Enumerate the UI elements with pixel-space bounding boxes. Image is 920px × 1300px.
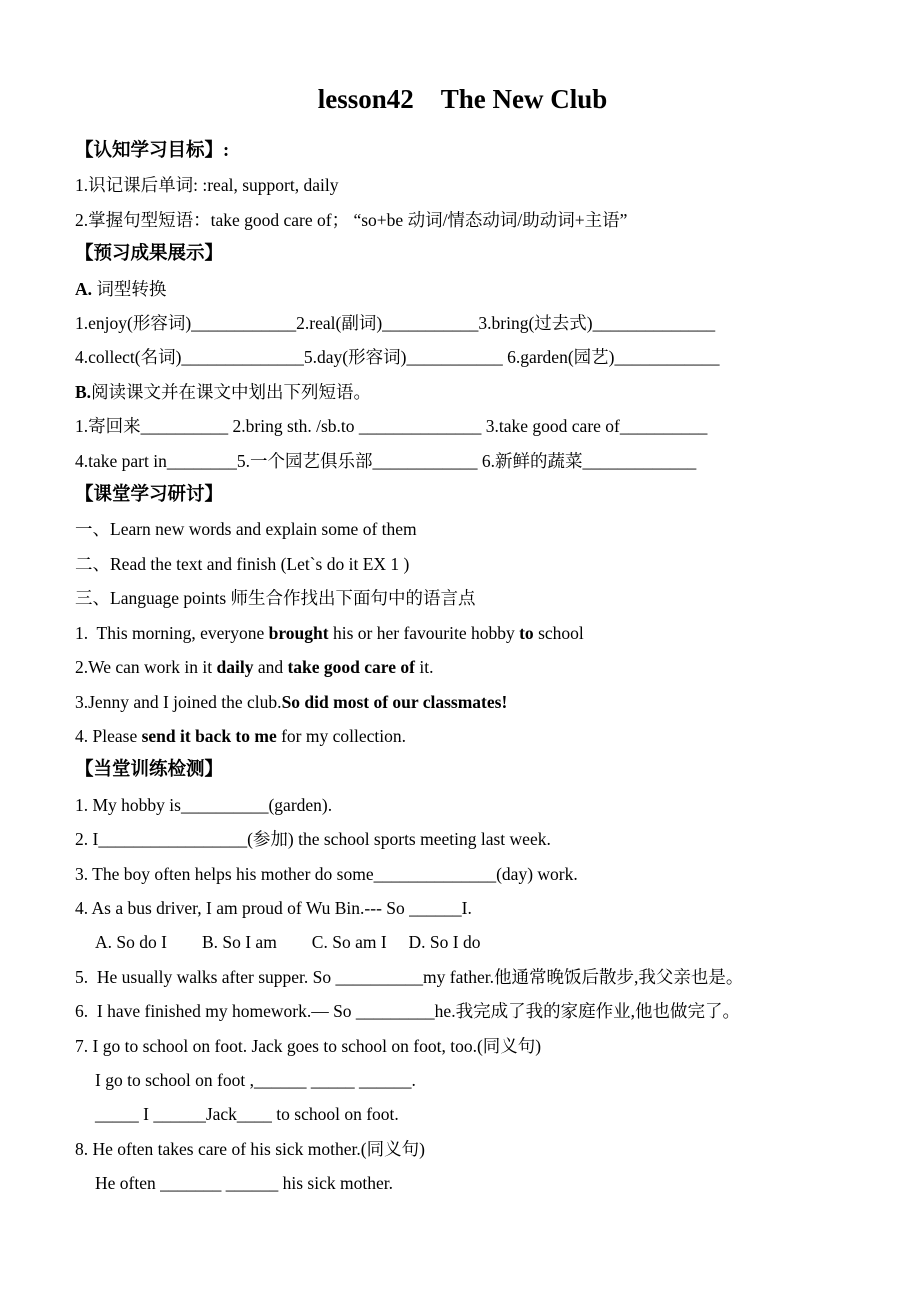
section-heading-preview bbox=[75, 237, 850, 271]
goal-item-1 bbox=[75, 168, 850, 202]
text-segment: _____ I ______Jack____ to school on foot. bbox=[95, 1104, 399, 1125]
text-segment: 6. I have finished my homework.— So _________he.我完成了我的家庭作业,他也做完了。 bbox=[75, 1001, 740, 1022]
text-segment: 1.识记课后单词: :real, support, daily bbox=[75, 175, 339, 196]
emphasized-text: 【认知学习目标】: bbox=[75, 141, 230, 161]
text-segment: and bbox=[253, 657, 288, 678]
emphasized-text: to bbox=[519, 622, 534, 643]
text-segment: 3. The boy often helps his mother do some______________(day) work. bbox=[75, 863, 578, 884]
text-segment: it. bbox=[414, 657, 434, 678]
text-segment: 2.掌握句型短语：take good care of； “so+be 动词/情态动词/助动词+主语” bbox=[75, 209, 628, 230]
section-heading-class-study bbox=[75, 478, 850, 512]
text-segment: 4. As a bus driver, I am proud of Wu Bin.--- So ______I. bbox=[75, 897, 472, 918]
exercise-4-options bbox=[75, 925, 850, 959]
class-step-3 bbox=[75, 581, 850, 615]
text-segment: 5. He usually walks after supper. So __________my father.他通常晚饭后散步,我父亲也是。 bbox=[75, 966, 744, 987]
text-segment: 7. I go to school on foot. Jack goes to school on foot, too.(同义句) bbox=[75, 1035, 542, 1056]
text-segment: 三、Language points 师生合作找出下面句中的语言点 bbox=[75, 588, 476, 609]
text-segment: A. So do I B. So I am C. So am I D. So I do bbox=[95, 932, 481, 953]
text-segment: He often _______ ______ his sick mother. bbox=[95, 1173, 393, 1194]
class-step-2 bbox=[75, 547, 850, 581]
section-heading-practice bbox=[75, 753, 850, 787]
exercise-8 bbox=[75, 1132, 850, 1166]
emphasized-text: send it back to me bbox=[141, 725, 277, 746]
emphasized-text: So did most of our classmates! bbox=[281, 691, 508, 712]
language-point-3 bbox=[75, 685, 850, 719]
exercise-5 bbox=[75, 960, 850, 994]
text-segment: 3.Jenny and I joined the club. bbox=[75, 691, 282, 712]
text-segment: I go to school on foot ,______ _____ ______. bbox=[95, 1069, 416, 1090]
exercise-1 bbox=[75, 788, 850, 822]
language-point-2 bbox=[75, 650, 850, 684]
text-segment: 2.We can work in it bbox=[75, 657, 217, 678]
goal-item-2 bbox=[75, 203, 850, 237]
text-segment: school bbox=[533, 622, 584, 643]
text-segment: 4.collect(名词)______________5.day(形容词)___________ 6.garden(园艺)____________ bbox=[75, 347, 720, 368]
emphasized-text: take good care of bbox=[287, 657, 415, 678]
text-segment: for my collection. bbox=[276, 725, 407, 746]
emphasized-text: 【课堂学习研讨】 bbox=[75, 485, 224, 506]
text-segment: 2. I_________________(参加) the school sports meeting last week. bbox=[75, 829, 551, 850]
text-segment: 4. Please bbox=[75, 725, 142, 746]
phrase-row-1 bbox=[75, 409, 850, 443]
text-segment: 二、Read the text and finish (Let`s do it EX 1 ) bbox=[75, 553, 410, 574]
class-step-1 bbox=[75, 512, 850, 546]
language-point-1 bbox=[75, 616, 850, 650]
exercise-7 bbox=[75, 1029, 850, 1063]
language-point-4 bbox=[75, 719, 850, 753]
subsection-a-title bbox=[75, 272, 850, 306]
text-segment: 4.take part in________5.一个园艺俱乐部____________ 6.新鲜的蔬菜_____________ bbox=[75, 450, 697, 471]
text-segment: 8. He often takes care of his sick mother.(同义句) bbox=[75, 1138, 425, 1159]
text-segment: 1.寄回来__________ 2.bring sth. /sb.to ______________ 3.take good care of__________ bbox=[75, 416, 708, 437]
word-transform-row-2 bbox=[75, 340, 850, 374]
subsection-b-title bbox=[75, 375, 850, 409]
exercise-8-blank bbox=[75, 1166, 850, 1200]
section-heading-goals bbox=[75, 134, 850, 168]
document-title: lesson42 The New Club bbox=[317, 84, 608, 114]
document-body bbox=[75, 134, 850, 1201]
text-segment: 词型转换 bbox=[96, 278, 167, 299]
text-segment: 一、Learn new words and explain some of them bbox=[75, 519, 417, 540]
emphasized-text: A. bbox=[75, 278, 97, 299]
exercise-7-blank-1 bbox=[75, 1063, 850, 1097]
exercise-7-blank-2 bbox=[75, 1097, 850, 1131]
emphasized-text: brought bbox=[268, 622, 329, 643]
exercise-6 bbox=[75, 994, 850, 1028]
exercise-2 bbox=[75, 822, 850, 856]
text-segment: 1. My hobby is__________(garden). bbox=[75, 794, 333, 815]
text-segment: 阅读课文并在课文中划出下列短语。 bbox=[91, 381, 372, 402]
phrase-row-2 bbox=[75, 444, 850, 478]
word-transform-row-1 bbox=[75, 306, 850, 340]
emphasized-text: 【预习成果展示】 bbox=[75, 244, 224, 265]
emphasized-text: daily bbox=[216, 657, 254, 678]
text-segment: his or her favourite hobby bbox=[328, 622, 520, 643]
text-segment: 1. This morning, everyone bbox=[75, 622, 269, 643]
exercise-4 bbox=[75, 891, 850, 925]
emphasized-text: 【当堂训练检测】 bbox=[75, 760, 224, 781]
text-segment: 1.enjoy(形容词)____________2.real(副词)___________3.bring(过去式)______________ bbox=[75, 313, 716, 334]
exercise-3 bbox=[75, 857, 850, 891]
emphasized-text: B. bbox=[75, 381, 92, 402]
